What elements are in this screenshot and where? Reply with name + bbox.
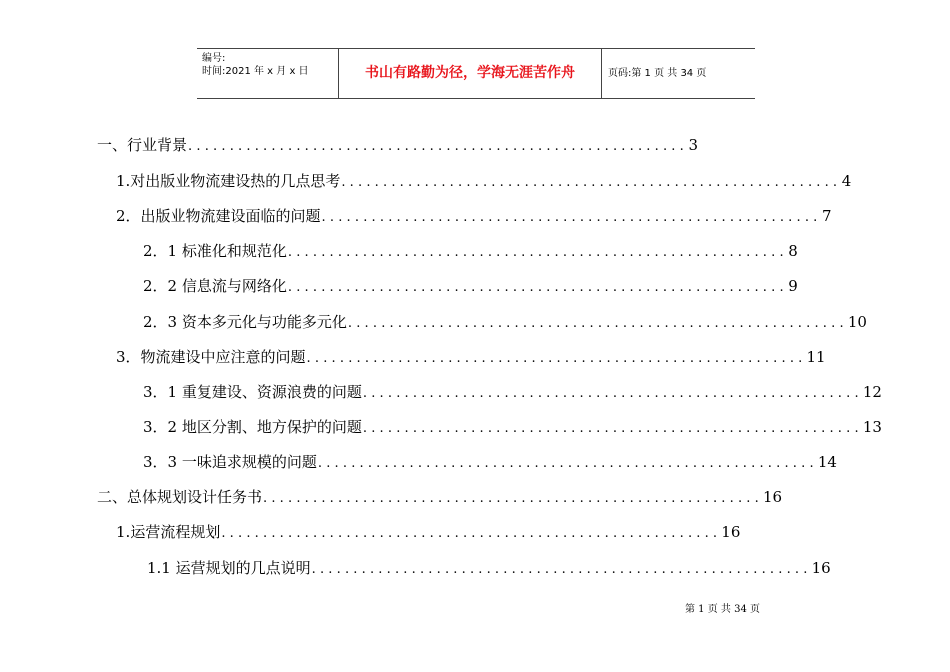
toc-dot-leader: ............................................................ [321, 210, 822, 225]
toc-entry-title: 3．1 重复建设、资源浪费的问题 [143, 383, 362, 401]
toc-entry-title: 2．1 标准化和规范化 [143, 242, 287, 260]
toc-entry[interactable] [116, 519, 741, 545]
toc-entry[interactable] [143, 238, 798, 264]
toc-entry[interactable] [143, 273, 798, 299]
toc-entry-page: 8 [788, 242, 798, 260]
toc-entry[interactable] [97, 132, 698, 158]
toc-entry[interactable] [97, 484, 783, 510]
toc-entry-page: 16 [721, 523, 741, 541]
toc-dot-leader: ............................................................ [347, 316, 848, 331]
toc-entry-title: 行业背景 [127, 136, 188, 154]
toc-entry-page: 13 [862, 418, 882, 436]
toc-entry[interactable] [116, 203, 832, 229]
toc-entry[interactable] [143, 379, 882, 405]
toc-entry-page: 9 [788, 277, 798, 295]
toc-dot-leader: ............................................................ [362, 421, 863, 436]
toc-entry-page: 12 [862, 383, 882, 401]
toc-entry-title: 2．3 资本多元化与功能多元化 [143, 313, 347, 331]
toc-entry-page: 11 [806, 348, 826, 366]
toc-entry-title: 3．物流建设中应注意的问题 [116, 348, 306, 366]
toc-entry-page: 3 [688, 136, 698, 154]
toc-entry-title: 2．出版业物流建设面临的问题 [116, 207, 321, 225]
toc-entry[interactable] [143, 414, 882, 440]
toc-dot-leader: ............................................................ [263, 491, 763, 506]
toc-dot-leader: ............................................................ [341, 175, 842, 190]
toc-dot-leader: ............................................................ [306, 351, 807, 366]
toc-entry-title: 1.1 运营规划的几点说明 [147, 559, 311, 577]
toc-entry[interactable] [143, 309, 867, 335]
toc-entry[interactable] [143, 449, 837, 475]
toc-dot-leader: ............................................................ [221, 526, 722, 541]
toc-dot-leader: ............................................................ [317, 456, 818, 471]
toc-dot-leader: ............................................................ [362, 386, 863, 401]
toc-entry-page: 10 [847, 313, 867, 331]
toc-entry-page: 16 [811, 559, 831, 577]
number-label: 编号: [202, 53, 226, 64]
toc-dot-leader: ............................................................ [188, 139, 688, 154]
toc-entry-title: 2．2 信息流与网络化 [143, 277, 287, 295]
header-left-cell [197, 49, 339, 98]
toc-entry-page: 14 [817, 453, 837, 471]
toc-entry-title: 3．3 一味追求规模的问题 [143, 453, 317, 471]
page-footer: 第 1 页 共 34 页 [685, 604, 760, 615]
toc-dot-leader: ............................................................ [287, 280, 788, 295]
toc-entry-title: 二、总体规划设计任务书 [97, 488, 263, 506]
toc-entry[interactable] [116, 168, 852, 194]
header-motto: 书山有路勤为径，学海无涯苦作舟 [339, 49, 602, 98]
toc-dot-leader: ............................................................ [287, 245, 788, 260]
page-header [197, 48, 755, 99]
toc-entry-page: 4 [841, 172, 852, 190]
toc-entry-title: 3．2 地区分割、地方保护的问题 [143, 418, 362, 436]
toc-dot-leader: ............................................................ [311, 562, 812, 577]
toc-entry-prefix: 一、 [97, 136, 128, 154]
time-label: 时间:2021 年 x 月 x 日 [202, 66, 309, 77]
toc-entry[interactable] [147, 555, 831, 581]
toc-entry-prefix: 1. [116, 523, 131, 541]
toc-entry[interactable] [116, 344, 826, 370]
toc-entry-page: 16 [762, 488, 783, 506]
header-page-code: 页码:第 1 页 共 34 页 [608, 68, 707, 79]
toc-entry-title: 运营流程规划 [130, 523, 221, 541]
toc-entry-page: 7 [821, 207, 832, 225]
toc-entry-title: 1.对出版业物流建设热的几点思考 [116, 172, 341, 190]
